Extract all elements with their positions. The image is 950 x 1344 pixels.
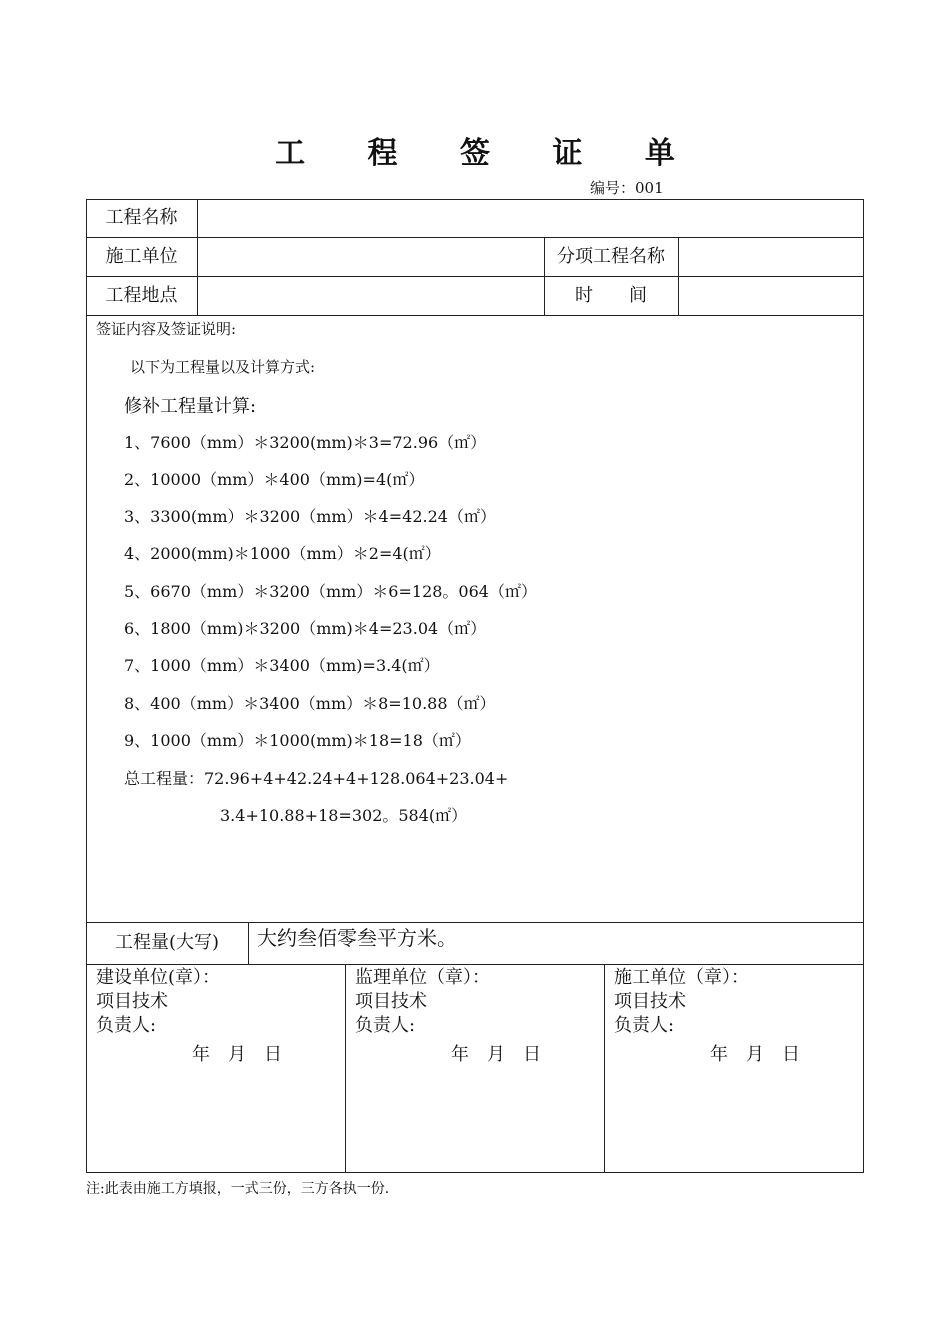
calc-line: 1、7600（mm）＊3200(mm)＊3=72.96（㎡） xyxy=(124,433,487,452)
calc-line: 4、2000(mm)＊1000（mm）＊2=4(㎡） xyxy=(124,544,441,563)
col-divider xyxy=(197,199,198,316)
row-divider xyxy=(86,237,864,238)
page-title: 工 程 签 证 单 xyxy=(275,136,701,171)
signature-block-contractor xyxy=(614,966,749,1038)
signature-block-owner xyxy=(96,966,220,1038)
capital-amount-label: 工程量(大写) xyxy=(114,932,220,953)
signature-date: 年 月 日 xyxy=(192,1044,282,1065)
calc-line: 7、1000（mm）＊3400（mm)=3.4(㎡） xyxy=(124,656,440,675)
footnote: 注:此表由施工方填报，一式三份，三方各执一份. xyxy=(86,1181,390,1197)
signature-block-supervisor xyxy=(355,966,490,1038)
sub-project-label: 分项工程名称 xyxy=(557,246,665,267)
signature-person: 负责人: xyxy=(355,1015,416,1036)
calc-line: 8、400（mm）＊3400（mm）＊8=10.88（㎡） xyxy=(124,694,496,713)
row-divider xyxy=(86,964,864,965)
signature-date: 年 月 日 xyxy=(451,1044,541,1065)
content-intro: 以下为工程量以及计算方式: xyxy=(130,358,316,376)
calc-line: 2、10000（mm）＊400（mm)=4(㎡） xyxy=(124,470,425,489)
calc-line: 5、6670（mm）＊3200（mm）＊6=128。064（㎡） xyxy=(124,582,537,601)
time-label: 时 间 xyxy=(575,285,647,306)
signature-person: 负责人: xyxy=(96,1015,157,1036)
content-heading: 签证内容及签证说明: xyxy=(96,320,237,338)
row-divider xyxy=(86,315,864,316)
signature-role: 项目技术 xyxy=(355,991,427,1012)
construction-unit-label: 施工单位 xyxy=(105,246,178,267)
project-name-label: 工程名称 xyxy=(105,207,178,228)
signature-unit: 监理单位（章）： xyxy=(355,967,490,988)
col-divider xyxy=(248,922,249,965)
location-label: 工程地点 xyxy=(105,285,178,306)
col-divider xyxy=(345,964,346,1173)
col-divider xyxy=(678,237,679,316)
signature-person: 负责人: xyxy=(614,1015,675,1036)
signature-role: 项目技术 xyxy=(96,991,168,1012)
total-quantity-continued: 3.4+10.88+18=302。584(㎡） xyxy=(220,806,468,825)
signature-role: 项目技术 xyxy=(614,991,686,1012)
row-divider xyxy=(86,276,864,277)
signature-unit: 施工单位（章）： xyxy=(614,967,749,988)
total-quantity: 总工程量：72.96+4+42.24+4+128.064+23.04+ xyxy=(124,769,509,788)
capital-amount-value: 大约叁佰零叁平方米。 xyxy=(257,926,457,950)
col-divider xyxy=(604,964,605,1173)
calc-line: 9、1000（mm）＊1000(mm)＊18=18（㎡） xyxy=(124,731,471,750)
serial-number: 编号：001 xyxy=(590,179,664,197)
signature-unit: 建设单位(章）： xyxy=(96,967,221,988)
calc-line: 3、3300(mm）＊3200（mm）＊4=42.24（㎡） xyxy=(124,507,496,526)
signature-date: 年 月 日 xyxy=(710,1044,800,1065)
calc-subheading: 修补工程量计算: xyxy=(124,396,257,417)
calc-line: 6、1800（mm)＊3200（mm)＊4=23.04（㎡） xyxy=(124,619,487,638)
